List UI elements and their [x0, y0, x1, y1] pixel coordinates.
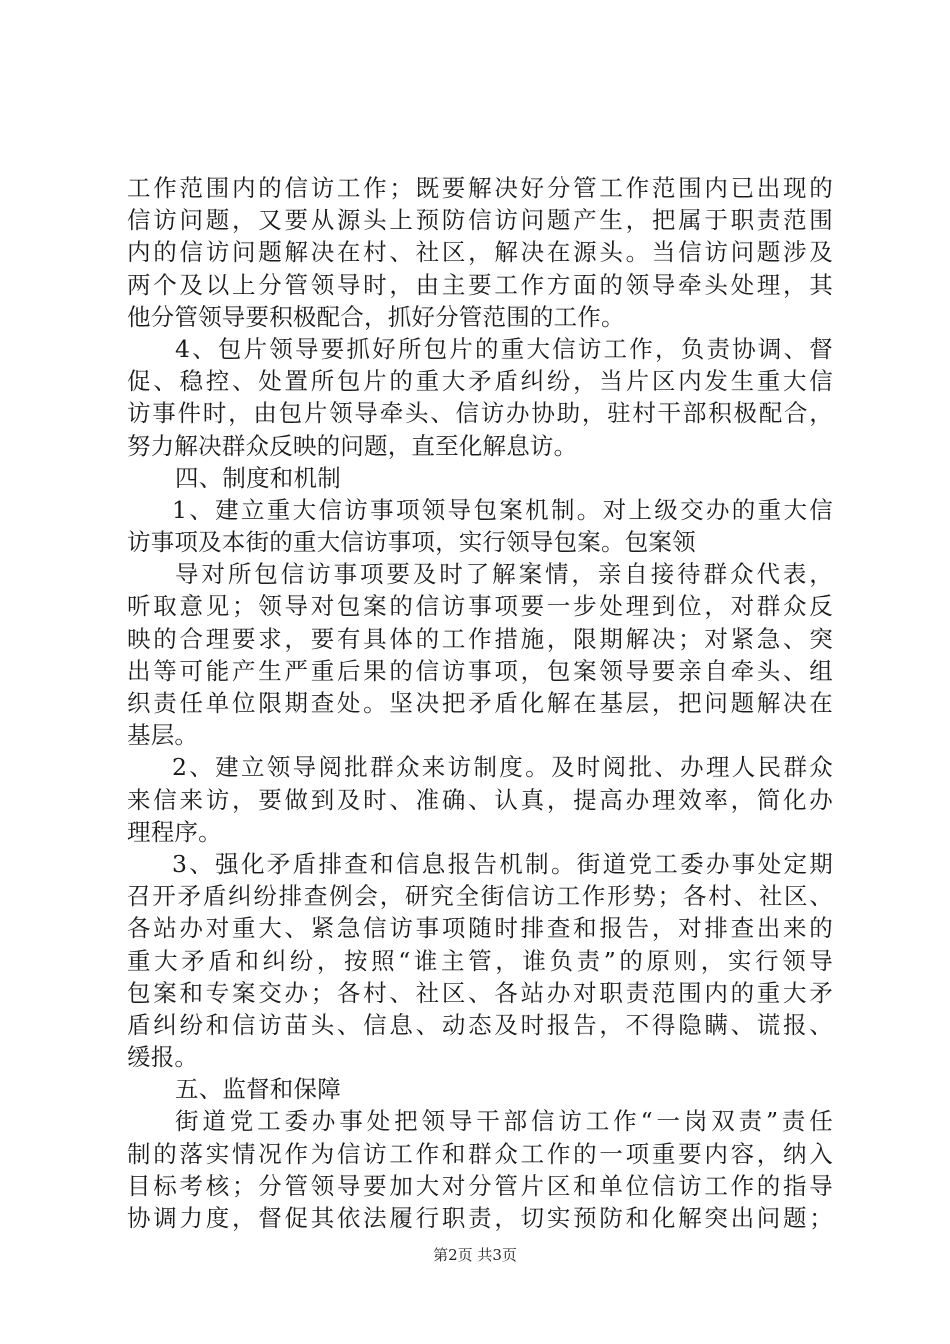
text-line: 街道党工委办事处把领导干部信访工作“一岗双责”责任 — [175, 1107, 833, 1136]
text-line: 3、强化矛盾排查和信息报告机制。街道党工委办事处定期 — [172, 849, 833, 878]
text-line: 映的合理要求，要有具体的工作措施，限期解决；对紧急、突 — [127, 624, 833, 653]
text-line: 内的信访问题解决在村、社区，解决在源头。当信访问题涉及 — [127, 238, 833, 267]
page-number-footer: 第2页 共3页 — [433, 1246, 517, 1264]
text-line: 协调力度，督促其依法履行职责，切实预防和化解突出问题； — [127, 1204, 833, 1232]
text-line: 信访问题，又要从源头上预防信访问题产生，把属于职责范围 — [127, 206, 833, 235]
text-line: 召开矛盾纠纷排查例会，研究全街信访工作形势；各村、社区、 — [127, 882, 833, 911]
text-line: 1、建立重大信访事项领导包案机制。对上级交办的重大信 — [172, 495, 833, 524]
text-line: 制的落实情况作为信访工作和群众工作的一项重要内容，纳入 — [127, 1139, 833, 1168]
text-line: 2、建立领导阅批群众来访制度。及时阅批、办理人民群众 — [172, 753, 833, 782]
text-line: 听取意见；领导对包案的信访事项要一步处理到位，对群众反 — [127, 592, 833, 621]
text-line: 努力解决群众反映的问题，直至化解息访。 — [127, 431, 578, 460]
text-line: 导对所包信访事项要及时了解案情，亲自接待群众代表， — [175, 560, 833, 589]
text-line: 包案和专案交办；各村、社区、各站办对职责范围内的重大矛 — [127, 978, 833, 1007]
text-line: 织责任单位限期查处。坚决把矛盾化解在基层，把问题解决在 — [127, 689, 833, 717]
text-line: 盾纠纷和信访苗头、信息、动态及时报告，不得隐瞒、谎报、 — [127, 1010, 833, 1039]
text-line: 工作范围内的信访工作；既要解决好分管工作范围内已出现的 — [127, 174, 833, 202]
text-line: 来信来访，要做到及时、准确、认真，提高办理效率，简化办 — [127, 785, 833, 814]
text-line: 缓报。 — [127, 1043, 199, 1072]
document-body — [127, 172, 833, 1234]
text-line: 他分管领导要积极配合，抓好分管范围的工作。 — [127, 302, 625, 331]
text-line: 两个及以上分管领导时，由主要工作方面的领导牵头处理，其 — [127, 270, 833, 299]
text-line: 访事件时，由包片领导牵头、信访办协助，驻村干部积极配合， — [127, 399, 833, 428]
text-line: 4、包片领导要抓好所包片的重大信访工作，负责协调、督 — [175, 334, 833, 363]
text-line: 理程序。 — [127, 817, 222, 846]
text-line: 各站办对重大、紧急信访事项随时排查和报告，对排查出来的 — [127, 914, 833, 943]
text-line: 访事项及本街的重大信访事项，实行领导包案。包案领 — [127, 528, 696, 557]
text-line: 目标考核；分管领导要加大对分管片区和单位信访工作的指导 — [127, 1171, 833, 1200]
text-line: 重大矛盾和纠纷，按照“谁主管，谁负责”的原则，实行领导 — [127, 946, 833, 975]
section-heading: 五、监督和保障 — [175, 1075, 341, 1104]
section-heading: 四、制度和机制 — [175, 463, 341, 492]
text-line: 促、稳控、处置所包片的重大矛盾纠纷，当片区内发生重大信 — [127, 367, 833, 396]
text-line: 出等可能产生严重后果的信访事项，包案领导要亲自牵头、组 — [127, 656, 833, 685]
text-line: 基层。 — [127, 721, 199, 750]
